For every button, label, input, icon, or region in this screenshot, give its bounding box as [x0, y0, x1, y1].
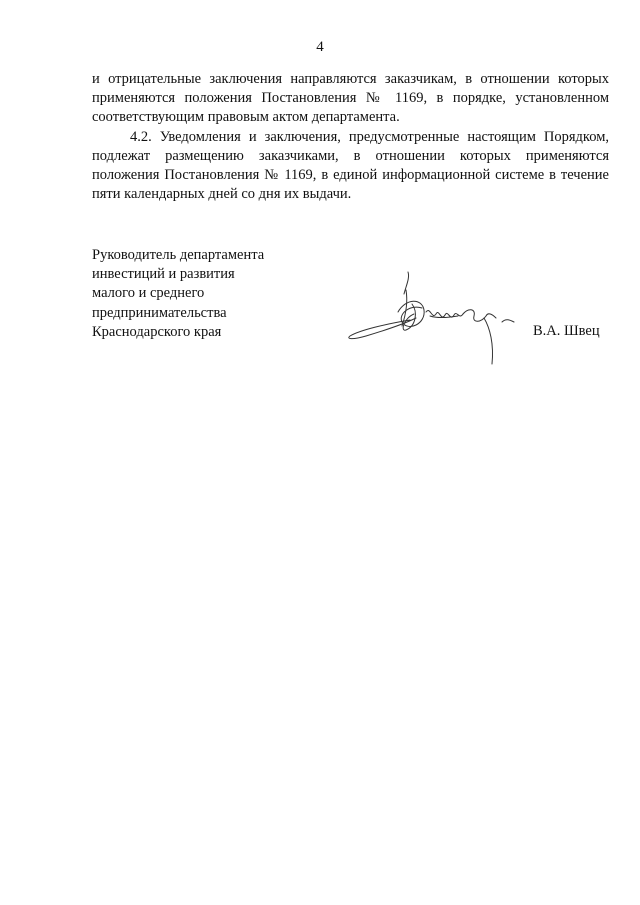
signatory-position	[92, 246, 292, 342]
position-line: предпринимательства	[92, 304, 227, 321]
position-line: инвестиций и развития	[92, 266, 235, 283]
paragraph-4-2: 4.2. Уведомления и заключения, предусмотренные настоящим Порядком, подлежат размещению заказчиками, в отношении которых применяются положения Постановления № 1169, в единой информационной системе в течение пяти календарных дней со дня их выдачи.	[92, 128, 609, 203]
page-number: 4	[316, 39, 324, 55]
position-line: малого и среднего	[92, 285, 205, 302]
handwritten-signature	[346, 268, 522, 370]
position-line: Краснодарского края	[92, 323, 222, 340]
signer-name: В.А. Швец	[533, 323, 600, 339]
body-text	[92, 70, 609, 204]
position-line: Руководитель департамента	[92, 247, 265, 263]
paragraph-continuation: и отрицательные заключения направляются заказчикам, в отношении которых применяются положения Постановления № 1169, в порядке, установленном соответствующим правовым актом департамента.	[92, 71, 609, 126]
